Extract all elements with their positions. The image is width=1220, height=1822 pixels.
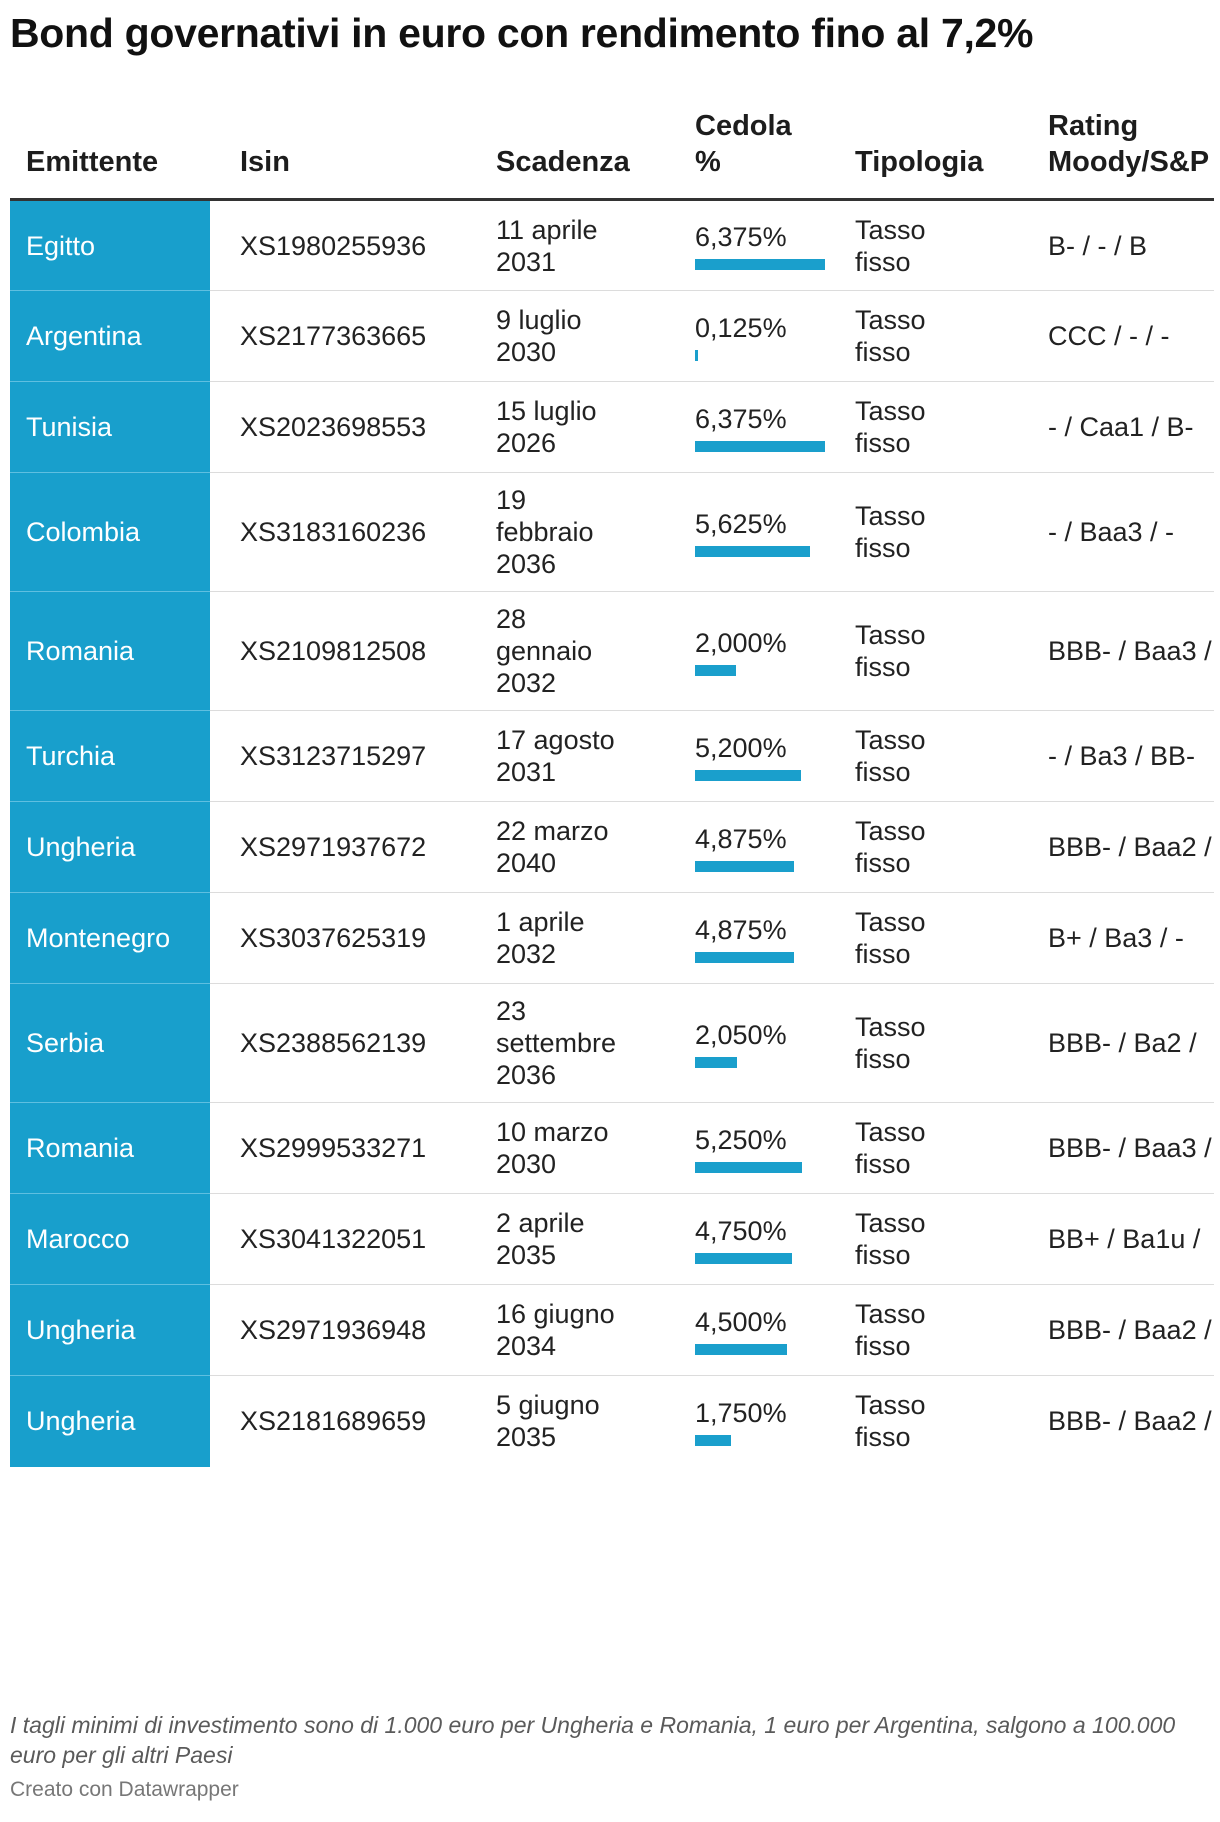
cell-cedola [665,1285,825,1376]
cedola-bar-track [695,441,825,452]
cedola-bar [695,1162,802,1173]
cedola-bar-track [695,1435,825,1446]
scadenza-line: 1 aprile [496,907,585,937]
tipologia-line: Tasso [855,1299,926,1329]
cell-scadenza [466,382,665,473]
cedola-bar-track [695,861,825,872]
scadenza-line: 23 [496,996,527,1026]
cell-cedola [665,382,825,473]
tipologia-line: Tasso [855,907,926,937]
cedola-bar-track [695,1344,825,1355]
rating-header-line1: Rating [1048,110,1139,142]
scadenza-line: 22 marzo [496,816,609,846]
tipologia-line: fisso [855,757,911,787]
cedola-bar [695,861,794,872]
cell-tipologia [825,1376,1018,1467]
tipologia-line: Tasso [855,1390,926,1421]
cell-scadenza [466,473,665,592]
cell-isin: XS2181689659 [240,1406,427,1437]
scadenza-line: 2034 [496,1331,557,1361]
cell-tipologia [825,984,1018,1103]
cell-tipologia [825,200,1018,291]
tipologia-line: fisso [855,848,911,878]
cedola-bar-track [695,770,825,781]
cell-cedola [665,1103,825,1194]
scadenza-line: 2040 [496,848,557,878]
cell-tipologia [825,291,1018,382]
cell-tipologia [825,802,1018,893]
cedola-bar-track [695,546,825,557]
cell-scadenza [466,711,665,802]
tipologia-line: fisso [855,428,911,458]
cedola-header-line2: % [695,146,721,178]
cell-tipologia [825,1194,1018,1285]
rating-header-line2: Moody/S&P [1048,146,1210,178]
cell-isin: XS2999533271 [210,1103,466,1194]
table-header-row [10,108,1214,200]
cell-tipologia [825,1285,1018,1376]
cell-tipologia [825,711,1018,802]
cell-scadenza [466,984,665,1103]
cedola-header-line1: Cedola [695,110,792,142]
cell-rating: BBB- / Baa2 / [1018,802,1214,893]
cedola-bar [695,259,825,270]
column-header-isin[interactable]: Isin [210,108,466,200]
cell-emittente: Marocco [10,1194,210,1285]
cell-scadenza [466,291,665,382]
cedola-bar-track [695,665,825,676]
table-row [10,1285,1214,1376]
cedola-bar [695,546,810,557]
column-header-tipologia[interactable]: Tipologia [825,108,1018,200]
tipologia-line: fisso [855,533,911,563]
cell-cedola [665,592,825,711]
scadenza-line: 2036 [496,1060,557,1090]
cell-rating: BBB- / Ba2 / [1018,984,1214,1103]
cell-tipologia [825,382,1018,473]
tipologia-line: Tasso [855,305,926,335]
cell-tipologia [825,1103,1018,1194]
cell-rating: - / Baa3 / - [1018,473,1214,592]
cell-rating: BBB- / Baa2 / [1018,1285,1214,1376]
tipologia-line: Tasso [855,1117,926,1147]
cell-cedola [665,893,825,984]
cedola-label: 5,200% [695,732,787,763]
table-row [10,893,1214,984]
cell-isin: XS2177363665 [210,291,466,382]
cell-cedola [665,291,825,382]
scadenza-line: febbraio [496,517,594,547]
column-header-emittente[interactable]: Emittente [10,108,210,200]
cedola-bar [695,1057,737,1068]
cell-emittente: Colombia [10,473,210,592]
cell-emittente: Romania [10,1103,210,1194]
scadenza-line: 2032 [496,939,557,969]
scadenza-line: 2026 [496,428,557,458]
table-row [10,592,1214,711]
cedola-bar-track [695,259,825,270]
cell-emittente: Serbia [10,984,210,1103]
cell-tipologia [825,893,1018,984]
tipologia-line: Tasso [855,620,926,650]
cedola-bar [695,441,825,452]
cell-rating: B- / - / B [1018,200,1214,291]
tipologia-line: Tasso [855,1208,926,1238]
cell-emittente: Montenegro [10,893,210,984]
table-row [10,200,1214,291]
tipologia-line: fisso [855,1331,911,1361]
cell-rating: BBB- / Baa3 / [1018,592,1214,711]
table-row [10,1194,1214,1285]
tipologia-line: Tasso [855,725,926,755]
scadenza-line: 2035 [496,1422,557,1453]
cell-isin: XS2971936948 [210,1285,466,1376]
scadenza-line: 16 giugno [496,1299,615,1329]
tipologia-line: fisso [855,1422,911,1453]
cedola-label: 4,875% [695,823,787,854]
cell-scadenza [466,1376,665,1467]
cell-emittente: Ungheria [10,1285,210,1376]
tipologia-line: Tasso [855,396,926,426]
scadenza-line: 2035 [496,1240,557,1270]
cell-emittente: Romania [10,592,210,711]
cell-rating: - / Ba3 / BB- [1018,711,1214,802]
cell-isin: XS2023698553 [210,382,466,473]
data-table-container [10,108,1214,1688]
scadenza-line: 15 luglio [496,396,597,426]
tipologia-line: Tasso [855,214,926,245]
column-header-rating[interactable] [1018,108,1214,200]
bond-table [10,108,1214,1467]
cedola-label: 4,500% [695,1306,787,1337]
cedola-bar [695,1435,731,1446]
tipologia-line: Tasso [855,501,926,531]
cell-cedola [665,984,825,1103]
cell-isin: XS3183160236 [210,473,466,592]
cell-tipologia [825,473,1018,592]
cell-cedola [665,802,825,893]
tipologia-line: Tasso [855,816,926,846]
cell-cedola [665,1194,825,1285]
scadenza-line: 2031 [496,757,557,787]
cell-cedola [665,711,825,802]
cell-rating: CCC / - / - [1018,291,1214,382]
scadenza-line: 2030 [496,337,557,367]
table-row [10,473,1214,592]
cell-isin: XS3123715297 [210,711,466,802]
tipologia-line: fisso [855,337,911,367]
scadenza-line: gennaio [496,636,593,666]
cedola-bar [695,1253,792,1264]
cell-rating: - / Caa1 / B- [1018,382,1214,473]
cedola-label: 2,050% [695,1019,787,1050]
scadenza-line: 28 [496,604,527,634]
cell-scadenza [466,893,665,984]
table-row [10,382,1214,473]
cedola-bar [695,350,698,361]
scadenza-line: 9 luglio [496,305,582,335]
cell-scadenza [466,1194,665,1285]
tipologia-line: fisso [855,1240,911,1270]
cedola-label: 6,375% [695,222,787,252]
cedola-label: 4,750% [695,1215,787,1246]
tipologia-line: fisso [855,246,911,277]
scadenza-line: 10 marzo [496,1117,609,1147]
scadenza-line: 2 aprile [496,1208,585,1238]
cedola-label: 5,625% [695,508,787,539]
cedola-bar [695,665,736,676]
cedola-bar-track [695,1162,825,1173]
cell-emittente: Ungheria [10,802,210,893]
cedola-bar [695,952,794,963]
scadenza-line: 17 agosto [496,725,615,755]
cell-scadenza [466,802,665,893]
cell-tipologia [825,592,1018,711]
cedola-label: 1,750% [695,1397,787,1428]
tipologia-line: fisso [855,1044,911,1074]
cell-isin: XS1980255936 [210,200,466,291]
table-row [10,1103,1214,1194]
cedola-bar-track [695,1253,825,1264]
scadenza-line: 19 [496,485,527,515]
tipologia-line: Tasso [855,1012,926,1042]
scadenza-line: 2031 [496,246,557,277]
scadenza-line: 2030 [496,1149,557,1179]
cell-emittente: Argentina [10,291,210,382]
chart-byline: Creato con Datawrapper [10,1778,239,1801]
scadenza-line: 11 aprile [496,214,598,245]
table-row [10,802,1214,893]
cell-cedola [665,1376,825,1467]
table-row [10,1376,1214,1467]
cedola-bar [695,770,801,781]
table-body [10,200,1214,1467]
cell-emittente: Tunisia [10,382,210,473]
tipologia-line: fisso [855,1149,911,1179]
cedola-label: 6,375% [695,403,787,434]
column-header-scadenza[interactable]: Scadenza [466,108,665,200]
chart-notes: I tagli minimi di investimento sono di 1.000 euro per Ungheria e Romania, 1 euro per Argentina, salgono a 100.000 euro per gli altri Paesi [10,1712,1176,1768]
cell-isin: XS3037625319 [210,893,466,984]
cedola-label: 4,875% [695,914,787,945]
cell-scadenza [466,592,665,711]
cedola-label: 0,125% [695,312,787,343]
scadenza-line: 2032 [496,668,557,698]
chart-title: Bond governativi in euro con rendimento fino al 7,2% [10,10,1034,56]
cedola-bar-track [695,952,825,963]
scadenza-line: 2036 [496,549,557,579]
cell-rating: BB+ / Ba1u / [1018,1194,1214,1285]
cell-rating: BBB- / Baa3 / [1018,1103,1214,1194]
cedola-bar [695,1344,787,1355]
table-row [10,984,1214,1103]
scadenza-line: 5 giugno [496,1390,600,1421]
cell-isin: XS2971937672 [210,802,466,893]
cell-rating: B+ / Ba3 / - [1018,893,1214,984]
cedola-bar-track [695,350,825,361]
cedola-bar-track [695,1057,825,1068]
tipologia-line: fisso [855,652,911,682]
scadenza-line: settembre [496,1028,617,1058]
table-row [10,291,1214,382]
column-header-cedola[interactable] [665,108,825,200]
cell-emittente: Ungheria [10,1376,210,1467]
cell-rating: BBB- / Baa2 / [1048,1406,1212,1437]
cell-cedola [665,200,825,291]
cell-isin: XS2388562139 [210,984,466,1103]
tipologia-line: fisso [855,939,911,969]
cell-scadenza [466,200,665,291]
cell-scadenza [466,1285,665,1376]
cell-emittente: Egitto [10,200,210,291]
table-row [10,711,1214,802]
cedola-label: 5,250% [695,1124,787,1155]
cell-isin: XS2109812508 [210,592,466,711]
cell-scadenza [466,1103,665,1194]
cell-emittente: Turchia [10,711,210,802]
cell-isin: XS3041322051 [210,1194,466,1285]
cell-cedola [665,473,825,592]
cedola-label: 2,000% [695,627,787,658]
